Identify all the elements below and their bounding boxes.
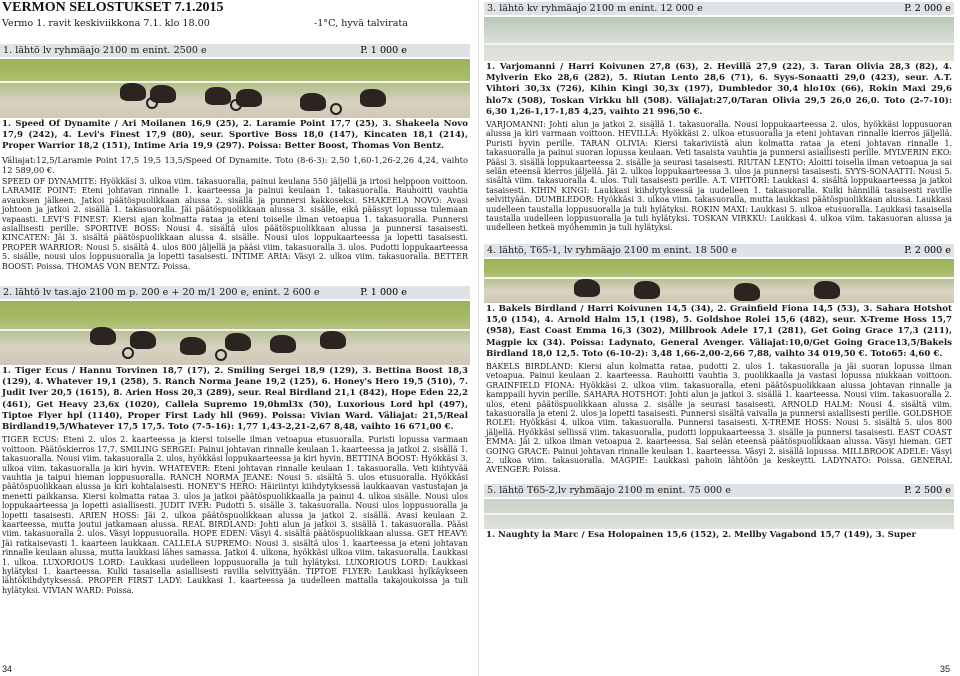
race4-prize: P. 2 000 e	[904, 244, 951, 256]
race1-prize: P. 1 000 e	[360, 45, 407, 56]
left-page	[0, 0, 470, 676]
page-title: VERMON SELOSTUKSET 7.1.2015	[2, 0, 224, 15]
page-number-left: 34	[2, 664, 13, 674]
race2-prize: P. 1 000 e	[360, 287, 407, 299]
race3-header	[484, 2, 954, 15]
race1-results-text: 1. Speed Of Dynamite / Ari Moilanen 16,9 (25), 2. Laramie Point 17,7 (25), 3. Shakeela Novo 17,9 (242), 4. Levi's Finest 17,9 (80), seur. Sportive Boss 18,0 (147), Kincaten 18,1 (214), Proper Warrior 18,2 (151), Intime Aria 19,9 (297). Poissa: Better Boost, Thomas Von Bentz.	[2, 119, 468, 152]
race5-finish-photo	[484, 499, 954, 529]
race4-results-text: 1. Bakels Birdland / Harri Koivunen 14,5 (34), 2. Grainfield Fiona 14,5 (53), 3. Sahara Hotshot 15,0 (154), 4. Arnold Halm 15,1 (198), 5. Goldshoe Rolei 15,6 (482), seur. X-Treme Hoss 15,7 (958), East Coast Emma 16,3 (302), Millbrook Adele 17,1 (281), Get Going Grace 17,3 (211), Magpie kx (34). Poissa: Ladynato, General Avenger. Väliajat:10,0/Get Going Grace13,5/Bakels Birdland 18,0 12,5. Toto (6-10-2): 3,48 1,66-2,00-2,66 7,88, vaihto 34 019,50 €. Toto65: 4,60 €.	[486, 303, 952, 359]
race3-results-text: 1. Varjomanni / Harri Koivunen 27,8 (63), 2. Hevillä 27,9 (22), 3. Taran Olivia 28,3 (82), 4. Mylverin Eko 28,6 (282), 5. Riutan Lento 28,6 (71), 6. Syys-Sonaatti 29,0 (423), seur. A.T. Vihtori 30,3x (726), Kihin Kingi 30,3x (197), Dumbledor 30,4 hlo10x (66), Rokin Maxi 29,6 hlo7x (508), Toskan Virkku hll (508). Väliajat:27,0/Taran Olivia 29,5 26,0 26,0. Toto (2-7-10): 6,30 1,26-1,17-1,85 4,25, vaihto 21 996,50 €.	[486, 62, 952, 117]
race4-header	[484, 244, 954, 257]
race1-results	[0, 118, 470, 154]
page-gutter	[478, 0, 479, 676]
race5-results	[484, 529, 954, 542]
right-page	[484, 0, 954, 676]
race4-results	[484, 303, 954, 361]
race1-header	[0, 44, 470, 57]
meeting-date: Vermo 1. ravit keskiviikkona 7.1. klo 18.00	[2, 18, 210, 29]
race4-heading: 4. lähtö, T65-1, lv ryhmäajo 2100 m enint. 18 500 e	[487, 244, 737, 256]
race2-results-text: 1. Tiger Ecus / Hannu Torvinen 18,7 (17), 2. Smiling Sergei 18,9 (129), 3. Bettina Boost 18,3 (129), 4. Whatever 19,1 (258), 5. Ranch Norma Jeane 19,2 (125), 6. Honey's Hero 19,5 (510), 7. Judit Iver 20,5 (1615), 8. Arien Hoss 20,3 (289), seur. Real Birdland 21,1 (842), Hope Eden 22,2 (461), Get Heavy 23,6x (1020), Callela Supremo 19,0hml3x (50), Luxorious Lord hpl (497), Tiptoe Flyer hpl (1140), Proper First Lady hll (969). Poissa: Vivian Ward. Väliajat: 21,5/Real Birdland19,5/Whatever 17,5 17,5. Toto (7-5-16): 1,77 1,43-2,21-2,67 8,48, vaihto 16 671,00 €.	[2, 366, 468, 433]
meeting-info	[2, 18, 468, 30]
race2-finish-photo	[0, 301, 470, 365]
race3-comments: VARJOMANNI: Johti alun ja jatkoi 2. sisällä 1. takasuoralla. Nousi loppukaarteessa 2. ulos, hyökkäsi loppusuoran alussa ja kiri varmaan voittoon. HEVILLÄ: Hyökkäsi 2. ulkoa etusuoralla ja eteni johtavan rinnalle kierros jäljellä. Puristi hyvin perille. TARAN OLIVIA: Kiersi takariviistä alun kolmatta rataa ja eteni johtavan rinnalle 1. takasuoralla ja painui suoran lopussa keulaan. Veti tasaista vauhtia ja punnersi asiallisesti perille. MYLVERIN EKO: Pääsi 3. sisällä loppukaarteessa 2. sisälle ja seurasi tasaisesti. RIUTAN LENTO: Aloitti toisella ilman vetoapua ja sai selän eteensä kierros jäljellä. Jäi 2. ulkoa loppukaarteessa 3. ulos ja punnersi tasaisesti. SYYS-SONAATTI: Nousi 5. sisältä viim. takasuoralla 4. ulos. Tuli tasaisesti perille. A.T. VIHTORI: Laukkasi 4. sisältä loppukaarteessa ja jatkoi tasaisesti. KIHIN KINGI: Laukkasi kiihdytyksessä ja uudelleen 1. takasuoralla. Kulki hännillä tasaisesti raville selvittyään. DUMBLEDOR: Hyökkäsi 3. ulkoa viim. takasuoralla, mutta laukkasi päätöspuolikkaan alussa. Laukkasi uudelleen taustalla loppusuoralla ja tuli hylätyksi. ROKIN MAXI: Laukkasi 5. ulkoa etusuoralla. Laukkasi tasaisella taustalla uudelleen loppusuoralla ja tuli hylätyksi. TOSKAN VIRKKU: Laukkasi 4. ulkoa viim. takasuoran alussa ja uudelleen hetkeä myöhemmin ja tuli hylätyksi.	[486, 120, 952, 233]
page-header	[0, 0, 470, 30]
race3-prize: P. 2 000 e	[904, 3, 951, 14]
race3-results	[484, 61, 954, 119]
race3-finish-photo	[484, 17, 954, 61]
race1-comments: SPEED OF DYNAMITE: Hyökkäsi 3. ulkoa viim. takasuoralla, painui keulana 550 jäljellä ja irtosi helppoon voittoon. LARAMIE POINT: Eteni johtavan rinnalle 1. kaarteessa ja painui keulaan 1. takasuoralla. Rauhoitti vauhtia avauksen jälkeen. Jatkoi päätöspuolikkaan alussa 2. sisällä ja punnersi kakkoseksi. SHAKEELA NOVO: Avasi johtoon ja jatkoi 2. sisällä 1. takasuoralla. Jäi päätöspuolikkaan alussa 3. sisälle, eikä päässyt lopussa tulemaan vapaasti. LEVI'S FINEST: Kiersi ajan kolmatta rataa ja eteni toiselle ilman vetoapua 1. takasuoralla. Punnersi asiallisesti perille. SPORTIVE BOSS: Nousi 4. sisältä ulos päätöspuolikkaan alussa ja punnersi tasaisesti. KINCATEN: Jäi 3. sisältä päätöspuolikkaan alussa 4. sisälle. Nousi ulos loppukaarteessa ja lopetti tasaisesti. PROPER WARRIOR: Nousi 5. sisältä 4. ulos 800 jäljellä ja pääsi viim. takasuoralla 3. ulos. Pudotti loppukaarteessa 5. sisälle, nousi ulos loppusuoralla ja lopetti tasaisesti. INTIME ARIA: Väsyi 2. ulkoa viim. takasuoralla. BETTER BOOST: Poissa. THOMAS VON BENTZ: Poissa.	[2, 177, 468, 271]
race1-finish-photo	[0, 59, 470, 118]
race4-finish-photo	[484, 259, 954, 303]
race2-header	[0, 286, 470, 299]
race4-comments: BAKELS BIRDLAND: Kiersi alun kolmatta rataa, pudotti 2. ulos 1. takasuoralla ja jäi suoran lopussa ilman vetoapua. Painui keulaan 2. kaarteessa. Rauhoitti vauhtia 3. puolikkaalla ja vastasi lopussa niukkaan voittoon. GRAINFIELD FIONA: Hyökkäsi 2. ulkoa viim. takasuoralla, eteni päätöspuolikkaan alussa johtavan rinnalle ja kamppaili hyvin perille. SAHARA HOTSHOT: Johti alun ja jatkoi 3. sisällä 1. kaarteessa. Nousi viim. takasuoralla 2. ulos, eteni päätöspuolikkaan alussa 2. sisälle ja seurasi tasaisesti. ARNOLD HALM: Nousi 4. sisältä viim. takasuoralla ja eteni 2. ulos ja lopetti tasaisesti. Punnersi sisältä vaivalla ja punnersi asiallisesti perille. GOLDSHOE ROLEI: Hyökkäsi 4. ulkoa viim. takasuoralla. Punnersi tasaisesti. X-TREME HOSS: Nousi 5. sisältä 5. ulos 800 jäljellä. Hyökkäsi sellissä viim. takasuoralla, pudotti loppukaarteessa 3. sisälle ja punnersi tasaisesti. EAST COAST EMMA: Jäi 2. ulkoa ilman vetoapua 2. kaarteessa. Sai selän eteensä päätöspuolikkaan alussa. Väsyi hieman. GET GOING GRACE: Painui johtavan rinnalle keulaan 1. kaarteessa. Väsyi 2. sisällä lopussa. MILLBROOK ADELE: Väsyi 2. ulkoa viim. takasuoralla. MAGPIE: Laukkasi pahoin lähtöön ja keskeytti. LADYNATO: Poissa. GENERAL AVENGER: Poissa.	[486, 361, 952, 475]
race2-results	[0, 365, 470, 434]
race1-totals: Väliajat:12,5/Laramie Point 17,5 19,5 13,5/Speed Of Dynamite. Toto (8-6-3): 2,50 1,60-1,26-2,26 4,24, vaihto 12 589,00 €.	[2, 154, 468, 175]
race5-heading: 5. lähtö T65-2,lv ryhmäajo 2100 m enint. 75 000 e	[487, 484, 731, 496]
race5-prize: P. 2 500 e	[904, 484, 951, 496]
race5-results-text: 1. Naughty la Marc / Esa Holopainen 15,6 (152), 2. Mellby Vagabond 15,7 (149), 3. Super	[486, 529, 917, 540]
race3-heading: 3. lähtö kv ryhmäajo 2100 m enint. 12 000 e	[487, 3, 703, 14]
weather-info: -1°C, hyvä talvirata	[313, 18, 408, 29]
race5-header	[484, 484, 954, 497]
page-number-right: 35	[939, 664, 950, 674]
race2-heading: 2. lähtö lv tas.ajo 2100 m p. 200 e + 20 m/1 200 e, enint. 2 600 e	[3, 287, 320, 299]
race1-heading: 1. lähtö lv ryhmäajo 2100 m enint. 2500 e	[3, 45, 207, 56]
race2-comments: TIGER ECUS: Eteni 2. ulos 2. kaarteessa ja kiersi toiselle ilman vetoapua etusuoralla. Puristi lopussa varmaan voittoon. Päätöskierros 17,7. SMILING SERGEI: Painui johtavan rinnalle keulaan 1. kaarteessa ja jatkoi 2. sisällä 1. takasuoralla. Nousi viim. takasuoralla 2. ulos, hyökkäsi loppukaarteessa ja kiri hyvin. BETTINA BOOST: Hyökkäsi 3. ulkoa viim. takasuoralla ja kiri hyvin. WHATEVER: Eteni johtavan rinnalle keulaan 1. takasuoralla. Veti kiihtyvää vauhtia ja taipui hieman loppusuoralla. RANCH NORMA JEANE: Nousi 5. sisältä 5. ulos etusuoralla. Hyökkäsi päätöspuolikkaan alussa ja kiri kohtalaisesti. HONEY'S HERO: Häiriintyi kiihdytyksessä laukkaavan vastustajan ja menetti paikkansa. Kiersi kolmatta rataa 3. ulos ja jatkoi päätöspuolikkaalla ja painui 4. ulkoa sisälle. Nousi ulos loppukaarteessa ja lopetti asiallisesti. JUDIT IVER: Pudotti 5. sisälle 3. takasuoralla. Nousi ulos loppusuoralla ja lopetti tasaisesti. ARIEN HOSS: Jäi 2. ulkoa päätöspuolikkaan alussa ja jatkoi 2. sisällä. Avasi keulaan 2. kaarteessa, mutta joutui jatkamaan alussa. REAL BIRDLAND: Johti alun ja jatkoi 3. sisällä 1. takasuoralla. Pääsi viim. takasuoralla 2. ulos. Väsyi loppusuoralla. HOPE EDEN: Väsyi 4. sisältä päätöspuolikkaan alussa. GET HEAVY: Jäi ratkaisevasti 1. kaarteen laukkaan. CALLELA SUPREMO: Nousi 3. sisältä ulos 1. kaarteessa ja eteni johtavan rinnalle keulaan alussa, mutta laukkasi lähes samassa. Jatkoi 4. ulkona, hyökkäsi ulkoa viim. takasuoralla. Laukkasi 1. ulkoa. LUXORIOUS LORD: Laukkasi uudelleen loppusuoralla ja tuli hylätyksi. LUXORIOUS LORD: Laukkasi hylätyksi 1. kaarteessa. Kulki tasaisella asiallisesti ravilla selvittyään. TIPTOE FLYER: Laukkasi hylkäykseen lähtökiihdytyksessä. PROPER FIRST LADY: Laukkasi 1. kaarteessa ja uudelleen mattalla takajoukoissa ja tuli hylätyksi. VIVIAN WARD: Poissa.	[2, 435, 468, 595]
